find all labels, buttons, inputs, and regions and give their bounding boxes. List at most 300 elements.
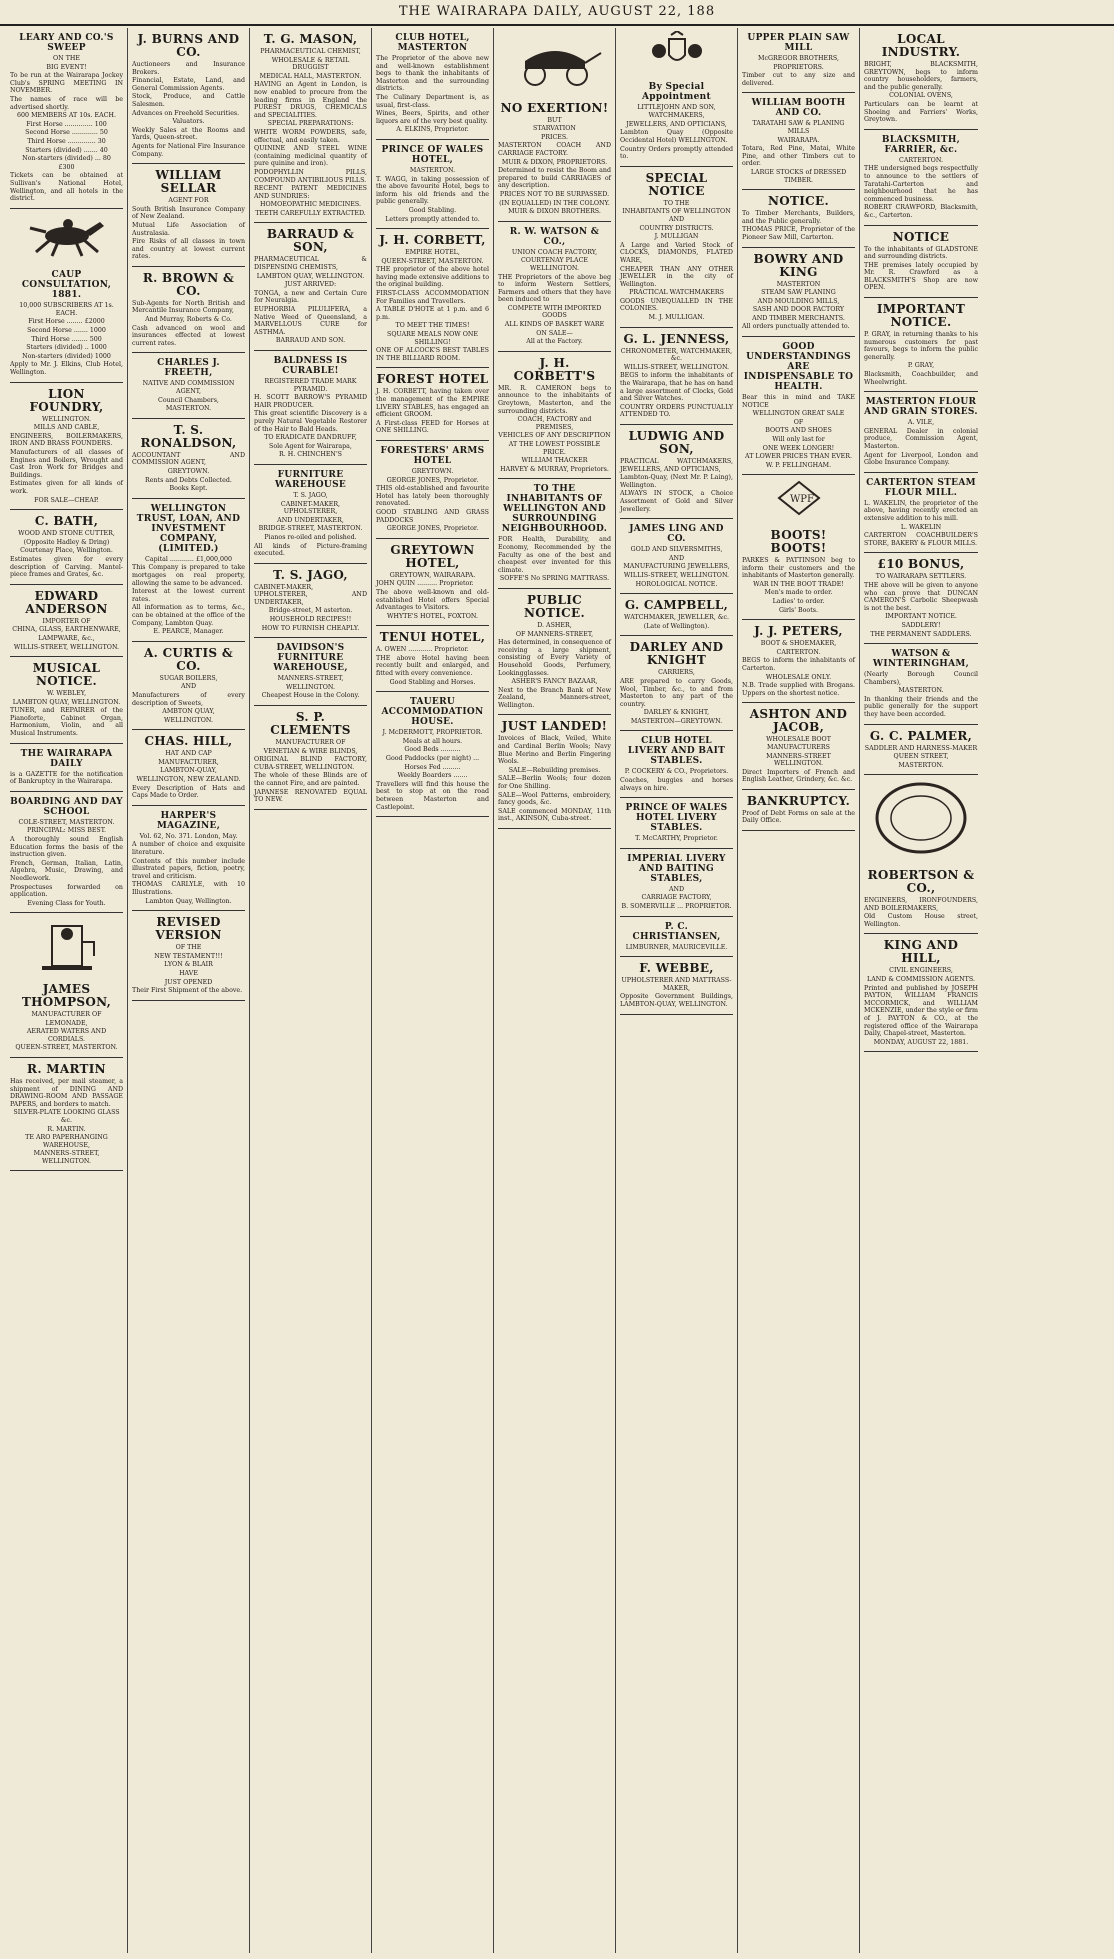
column-container [6,28,1108,1953]
ad-line: WAR IN THE BOOT TRADE! [753,580,844,588]
ad-line: MUIR & DIXON BROTHERS. [508,208,601,216]
ad-heading: LION FOUNDRY, [29,386,104,414]
advertisement [132,499,245,642]
ad-line: Manufacturers of all classes of Engines and Boilers, Wrought and Cast Iron Work for Bridges and Buildings. [10,449,123,479]
ad-line: LITTLEJOHN AND SON, [637,103,716,111]
ad-line: Printed and published by JOSEPH PAYTON, WILLIAM FRANCIS MCCORMICK, and WILLIAM MCKENZIE, under the style or firm of J. PAYTON & CO., at the registered office of the Wairarapa Daily, Chapel-street, Masterton. [864,984,978,1038]
ad-body [10,618,123,651]
advertisement [376,441,489,539]
ad-heading: ASHTON AND JACOB, [749,707,848,735]
ad-line: Vol. 62, No. 371. London, May. [139,832,238,840]
ad-line: WHYTE'S HOTEL, FOXTON. [387,612,478,620]
ad-line: JEWELLERS, AND OPTICIANS, [626,120,727,128]
ad-line: A. OWEN ............ Proprietor. [376,646,469,654]
ad-heading: THE WAIRARAPA DAILY [20,748,113,769]
ad-line: Non-starters (divided) 1000 [22,352,111,360]
ad-line: CARRIERS, [658,669,695,677]
ad-heading: NOTICE [892,229,950,244]
ad-line: A. VILE, [907,419,935,427]
ad-line: First Horse .............. 100 [26,120,107,128]
ad-line: Proof of Debt Forms on sale at the Daily Office. [742,809,855,825]
ad-line: HOUSEHOLD RECIPES!! [269,616,352,624]
ad-heading: £10 BONUS, [877,557,965,572]
ad-line: CARRIAGE FACTORY, [641,894,712,902]
ad-line: TO WAIRARAPA SETTLERS. [875,573,967,581]
ad-line: Men's made to order. [764,589,833,597]
ad-heading: G. CAMPBELL, [624,598,729,613]
ad-heading: J. J. PETERS, [754,624,843,639]
ad-line: MEDICAL HALL, MASTERTON. [259,72,362,80]
ad-line: Fire Risks of all classes in town and country at lowest current rates. [132,238,245,261]
ad-line: GREYTOWN. [411,467,454,475]
ad-line: Weekly Boarders ....... [397,772,468,780]
ad-line: Interest at the lowest current rates. [132,588,245,603]
ad-line: AGENT FOR [168,197,209,205]
ad-line: COUNTRY ORDERS PUNCTUALLY ATTENDED TO. [620,403,733,419]
ad-line: A thoroughly sound English Education forms the basis of the instruction given. [10,836,123,859]
ad-body [742,394,855,469]
ad-line: LAMPWARE, &c., [38,634,95,642]
ad-line: GENERAL Dealer in colonial produce, Commission Agent, Masterton. [864,427,978,450]
ad-body [132,380,245,412]
column-2 [128,28,250,1953]
ad-line: This Company is prepared to take mortgages on real property, allowing the same to be advanced. [132,564,245,587]
ad-line: BARRAUD AND SON. [275,337,346,345]
ad-line: W. WEBLEY, [46,690,87,698]
ad-line: CARTERTON COACHBUILDER'S STORE, BAKERY & FLOUR MILLS. [864,532,978,547]
advertisement [132,164,245,267]
ad-line: Bear this in mind and TAKE NOTICE [742,394,855,409]
ad-line: JUST OPENED [164,978,213,986]
ad-body [742,281,855,332]
ad-heading: DAVIDSON'S FURNITURE WAREHOUSE, [273,643,348,674]
ad-line: BEGS to inform the inhabitants of the Wairarapa, that he has on hand a large assortment of Clocks, Gold and Silver Watches. [620,372,733,403]
ad-body [498,735,611,823]
advertisement [620,917,733,958]
ad-line: MASTERTON. [898,761,944,769]
advertisement [620,77,733,167]
ad-body [620,104,733,161]
ad-line: THE above Hotel having been recently built and enlarged, and fitted with every convenience. [376,654,489,678]
ad-line: ON THE [53,55,80,62]
advertisement [620,849,733,917]
ad-line: BOOT & SHOEMAKER, [760,640,837,648]
advertisement [10,978,123,1058]
ad-line: UPHOLSTERER AND MATTRASS-MAKER, [621,977,732,992]
ad-heading: PRINCE OF WALES HOTEL LIVERY STABLES. [625,803,728,834]
advertisement [376,368,489,441]
ad-heading: WILLIAM BOOTH AND CO. [751,98,846,119]
ad-body [864,246,978,293]
ad-line: NATIVE AND COMMISSION AGENT, [142,380,235,396]
advertisement [254,465,367,564]
ad-line: Particulars can be learnt at Shoeing and Farriers' Works, Greytown. [864,100,978,124]
ad-heading: G. C. PALMER, [869,728,973,743]
ad-line: ASHER'S FANCY BAZAAR, [511,678,598,686]
ad-body [376,468,489,533]
advertisement [376,626,489,692]
ad-line: Evening Class for Youth. [27,899,106,907]
ad-line: Cheapest House in the Colony. [261,692,360,700]
ad-body [376,388,489,435]
ad-body [620,669,733,725]
ad-line: R. MARTIN. [47,1125,86,1133]
ad-line: P. GRAY, in returning thanks to his numerous customers for past favours, begs to inform the public generally. [864,331,978,361]
ad-line: AND UNDERTAKER, [277,516,344,524]
ad-heading: GREYTOWN HOTEL, [390,542,475,570]
ad-line: WHOLESALE ONLY. [765,673,832,681]
ad-body [132,750,245,800]
ad-line: Third Horse .............. 30 [27,137,106,145]
advertisement [498,715,611,829]
ad-line: THE Proprietors of the above beg to inform Western Settlers, Farmers and others that they have been induced to [498,273,611,304]
ad-heading: BOOTS! BOOTS! [770,528,827,555]
advertisement [620,731,733,798]
ad-body [132,556,245,636]
ad-line: Books Kept. [169,485,208,493]
advertisement [254,638,367,706]
ad-line: To the inhabitants of GLADSTONE and surrounding districts. [864,245,978,261]
ad-line: THE proprietor of the above hotel having made extensive additions to the original building. [376,266,489,289]
ad-line: WELLINGTON GREAT SALE [752,410,845,418]
carriage-engraving-icon [498,31,611,94]
ad-line: CARTERTON. [776,648,821,656]
ad-line: DARLEY & KNIGHT, [643,709,710,717]
ad-line: CARTERTON. [899,156,943,164]
column-8 [860,28,982,1953]
ad-heading: WATSON & WINTERINGHAM, [872,649,970,670]
ad-heading: R. BROWN & CO. [142,270,235,298]
ad-line: AERATED WATERS AND CORDIALS. [26,1028,107,1043]
ad-heading: J. BURNS AND CO. [137,32,240,59]
ad-line: B. SOMERVILLE ... PROPRIETOR. [621,903,732,911]
ad-line: The whole of these Blinds are of the cannot Fire, and are painted. [254,772,367,787]
ad-line: FOR Health, Durability, and Economy, Recommended by the Faculty as one of the best and cheapest ever invented for this climate. [498,536,611,574]
advertisement [864,130,978,226]
ad-line: The above well-known and old-established Hotel offers Special Advantages to Visitors. [376,588,489,612]
ad-line: FOR SALE—CHEAP. [34,496,99,504]
advertisement [864,864,978,934]
ad-line: This great scientific Discovery is a purely Natural Vegetable Restorer of the Hair to Bald Heads. [254,410,367,433]
column-5 [494,28,616,1953]
ad-line: Auctioneers and Insurance Brokers. [132,61,245,76]
advertisement [10,657,123,744]
ad-line: WAIRARAPA. [777,136,820,144]
ad-line: SUGAR BOILERS, [159,674,218,682]
advertisement [864,934,978,1052]
ad-line: GEORGE JONES, Proprietor. [386,525,479,533]
ad-line: ALWAYS IN STOCK, a Choice Assortment of Gold and Silver Jewellery. [620,490,733,513]
ad-heading: MASTERTON FLOUR AND GRAIN STORES. [864,397,978,418]
advertisement [620,594,733,636]
ad-line: QUEEN-STREET, MASTERTON. [381,257,484,265]
ad-line: WELLINGTON. [164,716,213,724]
svg-text:WPF: WPF [789,494,814,506]
ad-line: THE premises lately occupied by Mr. R. Crawford as a BLACKSMITH'S Shop are now OPEN. [864,261,978,292]
advertisement [620,957,733,1014]
ad-body [254,492,367,558]
ad-heading: IMPERIAL LIVERY AND BAITING STABLES, [627,853,726,884]
ad-line: SALE commenced MONDAY, 11th inst., AKINSON, Cuba-street. [498,807,611,823]
ad-body [10,1011,123,1052]
ad-line: Good Paddocks (per night) ... [385,755,480,763]
ad-line: T. McCARTHY, Proprietor. [635,835,718,843]
ad-line: GOODS UNEQUALLED IN THE COLONIES. [620,297,733,313]
ad-line: CIVIL ENGINEERS, [889,967,953,975]
ad-line: (Nearly Borough Council Chambers), [864,671,978,686]
ad-line: ENGINEERS, BOILERMAKERS, IRON AND BRASS FOUNDERS. [10,432,123,448]
ad-line: HOW TO FURNISH CHEAPLY. [261,624,360,632]
ad-line: LAND & COMMISSION AGENTS. [867,976,975,983]
ad-line: Cash advanced on wool and insurances effected at lowest current rates. [132,324,245,347]
ad-line: All information as to terms, &c., can be obtained at the office of the Company, Lambton Quay. [132,604,245,627]
ad-line: N.B. Trade supplied with Brogans. Uppers on the shortest notice. [742,682,855,697]
ad-line: A First-class FEED for Horses at ONE SHILLING. [376,419,489,435]
ad-line: STEAM SAW PLANING [761,289,836,297]
ad-heading: ROBERTSON & CO., [867,868,975,896]
ad-line: TO THE [663,199,690,207]
ad-line: SOFFE'S No SPRING MATTRASS. [499,575,610,583]
ad-line: OF THE [175,944,202,952]
ad-line: COUNTRY DISTRICTS. [639,224,714,232]
ad-line: R. H. CHINCHEN'S [278,451,342,459]
ad-body [498,249,611,346]
ad-line: MANUFACTURER, [158,758,219,766]
ad-body [132,833,245,905]
ad-line: Country Orders promptly attended to. [620,145,733,161]
ad-line: Bridge-street, M asterton. [268,607,353,615]
ad-line: Capital ............ £1,000,000 [145,555,232,563]
advertisement [254,223,367,351]
ad-line: HAT AND CAP [165,750,212,758]
ad-line: M. J. MULLIGAN. [648,314,705,322]
advertisement [254,351,367,465]
ad-body [10,771,123,786]
ad-line: Tickets can be obtained at Sullivan's National Hotel, Wellington, and all hotels in the district. [10,172,123,203]
ad-line: MASTERTON. [409,166,456,174]
ad-line: Sub-Agents for North British and Mercantile Insurance Company, [132,299,245,315]
ad-line: HAVE [179,969,198,977]
ad-line: A number of choice and exquisite literature. [132,841,245,857]
trade-mark-diamond-icon [742,478,855,521]
ad-body [376,55,489,134]
advertisement [620,798,733,849]
ad-heading: R. MARTIN [27,1061,106,1076]
ad-line: Old Custom House street, Wellington. [864,913,978,928]
ad-line: STARVATION [533,125,576,133]
ad-line: BRIGHT, BLACKSMITH, GREYTOWN, begs to inform country householders, farmers, and the public generally. [864,61,978,91]
ad-line: D. ASHER, [537,621,572,629]
advertisement [742,703,855,790]
ad-heading: P. C. CHRISTIANSEN, [632,921,721,942]
ad-line: Starters (divided) ....... 40 [25,146,108,154]
ad-line: COLE-STREET, MASTERTON. [18,818,115,826]
ad-line: PRICES NOT TO BE SURPASSED. [499,190,610,198]
ad-line: BUT [547,116,562,124]
ad-line: AND [180,683,197,691]
ad-body [742,210,855,241]
ad-line: Coaches, buggies and horses always on hire. [620,777,733,792]
ad-line: LARGE STOCKS of DRESSED TIMBER. [750,168,847,184]
ad-line: Every Description of Hats and Caps Made to Order. [132,784,245,800]
ad-line: Valuators. [172,118,205,126]
ad-line: WELLINGTON, NEW ZEALAND. [136,776,241,784]
ad-body [132,61,245,158]
masthead-title: THE WAIRARAPA DAILY, AUGUST 22, 188 [398,4,716,19]
ad-line: ACCOUNTANT AND COMMISSION AGENT, [132,451,245,467]
advertisement [498,352,611,480]
ad-line: WATCHMAKER, JEWELLER, &c. [624,614,729,622]
ad-line: 600 MEMBERS AT 10s. EACH. [17,112,116,120]
ad-body [132,944,245,995]
ad-heading: T. G. MASON, [263,32,358,46]
ad-line: Pianos re-oiled and polished. [264,533,357,541]
ad-line: LAMBTON QUAY, WELLINGTON. [256,272,365,280]
ad-body [498,536,611,583]
ad-line: BRIDGE-STREET, MASTERTON. [258,525,363,533]
advertisement [864,553,978,644]
ad-heading: TO THE INHABITANTS OF WELLINGTON AND SURROUNDING NEIGHBOURHOOD. [501,484,608,535]
ad-heading: FORESTERS' ARMS HOTEL [380,445,485,466]
ad-line: (Opposite Hadley & Dring) [23,538,110,546]
ad-line: HARVEY & MURRAY, Proprietors. [500,465,609,473]
ad-heading: FOREST HOTEL [376,372,489,387]
advertisement [498,589,611,716]
ad-line: 10,000 SUBSCRIBERS AT 1s. EACH. [19,302,114,317]
ad-body [376,249,489,362]
advertisement [376,692,489,817]
ad-line: South British Insurance Company of New Zealand. [132,205,245,221]
ad-heading: TENUI HOTEL, [379,630,486,645]
ad-line: PRACTICAL WATCHMAKERS [629,289,724,297]
ad-line: SPECIAL PREPARATIONS: [267,120,354,128]
ad-line: MASTERTON. [898,687,944,695]
ad-body [742,55,855,87]
ad-body [376,646,489,686]
ad-line: J. McDERMOTT, PROPRIETOR. [382,729,483,737]
ad-line: AT THE LOWEST POSSIBLE PRICE. [508,441,601,456]
ad-line: AT LOWER PRICES THAN EVER. [745,453,852,461]
ad-line: Meals at all hours. [402,737,463,745]
ad-body [254,739,367,804]
ad-line: Agents for National Fire Insurance Company. [132,142,245,158]
ad-line: The names of race will be advertised shortly. [10,95,123,111]
ad-line: Mutual Life Association of Australasia. [132,221,245,237]
ad-line: MASTERTON. [165,405,212,413]
ad-heading: KING AND HILL, [883,938,959,966]
ad-line: LIMBURNER, MAURICEVILLE. [625,943,728,951]
ad-line: The Proprietor of the above new and well-known establishment begs to thank the inhabitants of Masterton and the surrounding districts. [376,55,489,93]
ad-heading: BLACKSMITH, FARRIER, &c. [881,134,961,155]
masthead [0,0,1114,26]
ad-line: T. S. JAGO, [293,491,328,499]
advertisement [10,28,123,209]
advertisement [376,28,489,140]
ad-line: REGISTERED TRADE MARK PYRAMID. [264,378,357,393]
ad-line: CABINET-MAKER, UPHOLSTERER, AND UNDERTAKER, [254,583,367,606]
ad-line: Has determined, in consequence of receiving a large shipment, consisting of Every Variety of Household Goods, Perfumery, Lookingglasses. [498,639,611,677]
column-1 [6,28,128,1953]
advertisement [254,564,367,639]
advertisement [620,167,733,328]
advertisement [620,425,733,519]
ad-line: IMPORTER OF [42,617,91,625]
ad-line: THIS old-established and favourite Hotel has lately been thoroughly renovated. [376,485,489,508]
ad-line: PARKES & PATTINSON beg to inform their customers and the inhabitants of Masterton generally. [742,557,855,580]
ad-line: AND TIMBER MERCHANTS. [752,314,845,322]
ad-line: Contents of this number include illustrated papers, fiction, poetry, travel and criticism. [132,857,245,880]
ad-line: QUEEN-STREET, MASTERTON. [15,1044,118,1052]
advertisement [864,298,978,392]
ad-line: Direct Importers of French and English Leather, Grindery, &c. &c. [742,768,855,784]
advertisement [498,97,611,222]
ad-line: MUIR & DIXON, PROPRIETORS. [501,158,608,166]
ad-heading: LEARY AND CO.'S SWEEP [19,33,114,53]
ad-body [864,897,978,928]
ad-line: CHEAPER THAN ANY OTHER JEWELLER in the city of Wellington. [620,265,733,288]
ad-line: A Large and Varied Stock of CLOCKS, DIAMONDS, FLATED WARE, [620,241,733,264]
ad-line: HAVING an Agent in London, is now enabled to procure from the leading firms in England the PUREST DRUGS, CHEMICALS and SPECIALITIES. [254,81,367,119]
column-3 [250,28,372,1953]
ad-line: Lambton Quay (Opposite Occidental Hotel) WELLINGTON. [620,129,733,144]
advertisement [132,419,245,499]
ad-line: QUININE AND STEEL WINE (containing medicinal quantity of pure quinine and iron). [254,145,367,168]
ad-body [254,584,367,633]
ad-line: W. P. FELLINGHAM. [765,461,832,469]
ad-heading: IMPORTANT NOTICE. [876,302,966,330]
ad-line: TARATAHI SAW & PLANING MILLS [752,120,845,135]
ad-heading: EDWARD ANDERSON [25,588,108,616]
ad-heading: HARPER'S MAGAZINE, [156,810,221,831]
ad-line: WATCHMAKERS, [648,112,705,120]
ad-body [254,675,367,700]
ad-body [498,385,611,474]
ad-line: TEETH CAREFULLY EXTRACTED. [255,209,366,217]
column-6 [616,28,738,1953]
ad-line: TO ERADICATE DANDRUFF, [264,434,357,442]
ad-line: WILLIS-STREET, WELLINGTON. [13,643,120,651]
advertisement [10,792,123,914]
ad-line: HOMOEOPATHIC MEDICINES. [260,201,361,209]
advertisement [742,620,855,703]
ad-heading: DARLEY AND KNIGHT [629,640,724,668]
ad-body [10,819,123,908]
ad-line: ON SALE— [536,329,573,337]
ad-heading: NOTICE. [768,194,829,209]
ad-line: BEGS to inform the inhabitants of Carterton. [742,657,855,672]
ad-line: LAMBTON QUAY, WELLINGTON. [12,698,121,706]
advertisement [132,267,245,354]
ad-line: Next to the Branch Bank of New Zealand, Manners-street, Wellington. [498,686,611,709]
ad-heading: BOARDING AND DAY SCHOOL [10,796,123,817]
ad-line: ROBERT CRAWFORD, Blacksmith, &c., Carterton. [864,204,978,219]
ad-line: Good Beds .......... [404,746,461,754]
ad-line: E. PEARCE, Manager. [153,628,224,636]
ad-body [254,256,367,345]
advertisement [742,248,855,338]
advertisement [132,911,245,1001]
ad-body [132,675,245,725]
ad-heading: TAUERU ACCOMMODATION HOUSE. [381,697,484,728]
column-7 [738,28,860,1953]
ad-line: Invoices of Black, Veiled, White and Cardinal Berlin Wools; Navy Blue Merino and Berlin Fingering Wools. [498,735,611,766]
ad-body [864,745,978,770]
ad-line: ENGINEERS, IRONFOUNDERS, AND BOILERMAKERS, [864,897,978,912]
ad-line: OF [793,418,804,426]
ad-body [864,500,978,548]
ad-body [620,614,733,630]
ad-line: THE PERMANENT SADDLERS. [870,630,972,638]
